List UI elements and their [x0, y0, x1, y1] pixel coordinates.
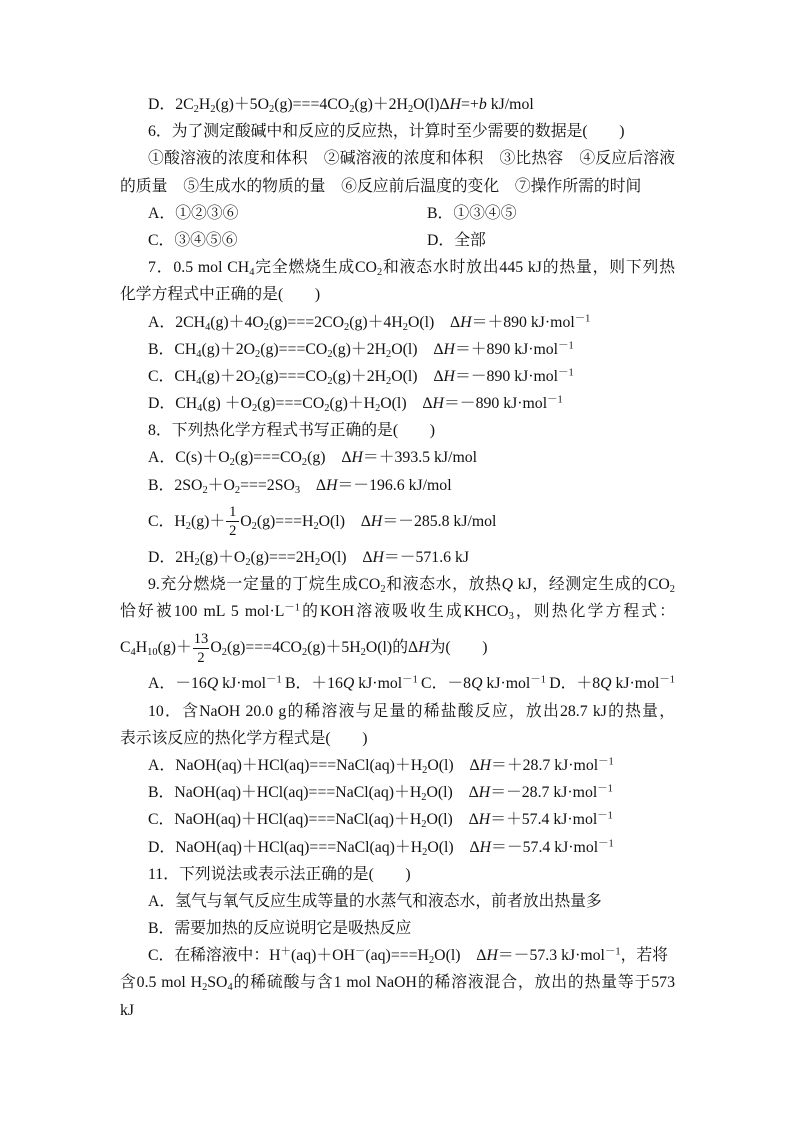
- italic-variable: H: [443, 340, 455, 358]
- subscript: 2: [375, 403, 381, 415]
- italic-variable: H: [443, 367, 455, 385]
- subscript: 4: [227, 982, 233, 994]
- q11-option-c-line-1: C．在稀溶液中：$H^+(aq)+OH^-(aq)===H_2O(l)$ ΔH＝－57.3 kJ·mol$^{-1}$，若将: [148, 946, 668, 967]
- superscript: －1: [597, 810, 613, 822]
- italic-variable: H: [418, 639, 430, 657]
- subscript: 2: [193, 104, 199, 116]
- q10-option-b: B．$NaOH(aq)+HCl(aq)===NaCl(aq)+H_2O(l)$ ΔH＝－28.7 kJ·mol$^{-1}$: [148, 783, 613, 804]
- exam-page: [120, 91, 675, 1024]
- q10-option-d: D．$NaOH(aq)+HCl(aq)===NaCl(aq)+H_2O(l)$ ΔH＝－57.4 kJ·mol$^{-1}$: [148, 837, 614, 858]
- superscript: －1: [266, 674, 282, 686]
- subscript: 2: [263, 321, 269, 333]
- subscript: 2: [407, 104, 414, 116]
- subscript: 2: [210, 104, 216, 116]
- subscript: 2: [428, 955, 435, 967]
- italic-variable: H: [486, 947, 498, 965]
- question-8: [120, 417, 675, 571]
- q9-stem-line-1: 9.充分燃烧一定量的丁烷生成$CO_2$和液态水，放热Q kJ，经测定生成的$CO_2$: [148, 576, 675, 596]
- superscript: ＋: [280, 946, 291, 958]
- subscript: 2: [402, 321, 408, 333]
- q9-option-a: A．－16Q kJ·mol$^{-1}$: [148, 674, 282, 693]
- superscript: －1: [284, 602, 300, 614]
- q9-option-b: B．＋16Q kJ·mol$^{-1}$: [284, 674, 418, 693]
- q6-option-d: D．全部: [427, 231, 486, 249]
- italic-variable: H: [478, 811, 491, 829]
- question-7: [120, 254, 675, 417]
- subscript: 2: [251, 520, 257, 532]
- q7-option-b: B．$CH_4(g)+2O_2(g)===CO_2(g)+2H_2O(l)$ ΔH＝＋890 kJ·mol$^{-1}$: [148, 339, 574, 360]
- superscript: －: [354, 946, 366, 958]
- subscript: 3: [294, 484, 301, 496]
- subscript: 2: [421, 819, 427, 831]
- superscript: －1: [659, 674, 675, 686]
- q6-data-line-2: 的质量 ⑤生成水的物质的量 ⑥反应前后温度的变化 ⑦操作所需的时间: [120, 177, 642, 195]
- q5-option-d: D．$2C_2H_2(g)+5O_2(g)===4CO_2(g)+2H_2O(l)\Delta H=+b$ kJ/mol: [148, 96, 534, 116]
- question-5-tail: [120, 91, 675, 118]
- q6-stem: 6．为了测定酸碱中和反应的反应热，计算时至少需要的数据是( ): [148, 123, 625, 141]
- italic-variable: H: [370, 512, 383, 530]
- subscript: 4: [196, 348, 202, 360]
- italic-variable: Q: [501, 576, 514, 593]
- q7-stem-line-1: 7．0.5 mol $CH_4$完全燃烧生成$CO_2$和液态水时放出445 kJ的热量，则下列热: [148, 259, 675, 279]
- q7-option-a: A．$2CH_4(g)+4O_2(g)===2CO_2(g)+4H_2O(l)$ ΔH＝＋890 kJ·mol$^{-1}$: [148, 312, 591, 333]
- subscript: 2: [229, 457, 235, 469]
- italic-variable: Q: [206, 675, 219, 693]
- subscript: 2: [344, 321, 350, 333]
- q9-stem-line-2: 恰好被100 mL 5 $mol\cdot L^{-1}$的KOH溶液吸收生成$KHCO_3$，则热化学方程式：: [120, 602, 675, 623]
- subscript: 2: [301, 457, 308, 469]
- subscript: 2: [313, 520, 319, 532]
- superscript: －1: [558, 367, 574, 379]
- q11-option-a: A．氢气与氧气反应生成等量的水蒸气和液态水，前者放出热量多: [148, 892, 602, 910]
- fraction-numerator: 1: [226, 505, 239, 522]
- subscript: 2: [324, 403, 330, 415]
- subscript: 10: [147, 647, 158, 659]
- subscript: 2: [185, 520, 191, 532]
- subscript: 2: [251, 403, 258, 415]
- italic-variable: Q: [600, 675, 612, 693]
- italic-variable: H: [351, 449, 363, 467]
- q8-option-b: B．$2SO_2+O_2===2SO_3$ ΔH＝－196.6 kJ/mol: [148, 476, 452, 496]
- q8-option-c: C．$H_2(g)+$ $\frac{1}{2}$ $O_2(g)===H_2O(l)$ ΔH＝－285.8 kJ/mol: [148, 503, 497, 540]
- superscript: －1: [598, 837, 614, 849]
- q10-option-c: C．$NaOH(aq)+HCl(aq)===NaCl(aq)+H_2O(l)$ ΔH＝＋57.4 kJ·mol$^{-1}$: [148, 810, 613, 831]
- subscript: 4: [205, 321, 211, 333]
- fraction: [226, 505, 239, 540]
- question-10: [120, 698, 675, 861]
- question-6: [120, 118, 675, 254]
- q6-option-b: B．①③④⑤: [427, 204, 517, 222]
- subscript: 2: [269, 104, 275, 116]
- subscript: 2: [669, 584, 675, 596]
- subscript: 2: [315, 556, 321, 568]
- fraction-denominator: 2: [229, 523, 237, 540]
- q10-option-a: A．$NaOH(aq)+HCl(aq)===NaCl(aq)+H_2O(l)$ ΔH＝＋28.7 kJ·mol$^{-1}$: [148, 756, 614, 777]
- subscript: 2: [245, 556, 251, 568]
- subscript: 2: [255, 376, 261, 387]
- q6-option-a: A．①②③⑥: [148, 204, 239, 222]
- italic-variable: H: [449, 96, 462, 113]
- subscript: 3: [508, 611, 514, 623]
- fraction: [193, 632, 210, 667]
- subscript: 4: [130, 647, 136, 659]
- q7-option-d: D．$CH_4(g) +O_2(g)===CO_2(g)+H_2O(l)$ ΔH＝－890 kJ·mol$^{-1}$: [148, 394, 563, 415]
- subscript: 2: [327, 376, 333, 387]
- q7-stem-line-2: 化学方程式中正确的是( ): [120, 286, 321, 304]
- q7-option-c: C．$CH_4(g)+2O_2(g)===CO_2(g)+2H_2O(l)$ ΔH＝－890 kJ·mol$^{-1}$: [148, 367, 574, 387]
- q10-stem-line-1: 10．含NaOH 20.0 g的稀溶液与足量的稀盐酸反应，放出28.7 kJ的热量，: [148, 702, 675, 720]
- q8-stem: 8．下列热化学方程式书写正确的是( ): [148, 422, 435, 440]
- q11-option-c-line-2: 含0.5 mol $H_2SO_4$的稀硫酸与含1 mol NaOH的稀溶液混合，放出的热量等于573: [120, 974, 675, 994]
- q11-option-c-line-3: kJ: [120, 1001, 135, 1019]
- italic-variable: H: [479, 838, 492, 856]
- q9-options-row: [120, 670, 675, 697]
- subscript: 2: [202, 982, 208, 994]
- italic-variable: Q: [471, 675, 483, 693]
- q6-data-line-1: ①酸溶液的浓度和体积 ②碱溶液的浓度和体积 ③比热容 ④反应后溶液: [148, 150, 675, 168]
- question-9: [120, 571, 675, 698]
- q11-stem: 11．下列说法或表示法正确的是( ): [148, 865, 411, 883]
- superscript: －1: [597, 783, 613, 795]
- subscript: 2: [422, 846, 428, 858]
- q8-option-a: A．$C(s)+O_2(g)===CO_2(g)$ ΔH＝＋393.5 kJ/mol: [148, 449, 478, 469]
- subscript: 2: [360, 647, 366, 659]
- italic-variable: Q: [342, 675, 355, 693]
- subscript: 2: [386, 376, 392, 387]
- subscript: 2: [202, 484, 208, 496]
- superscript: －1: [402, 674, 418, 686]
- italic-variable: H: [372, 548, 384, 566]
- italic-variable: H: [326, 476, 338, 494]
- q9-stem-line-3: $C_4H_{10}(g)+$ $\frac{13}{2}$ $O_2(g)===4CO_2(g)+5H_2O(l)$的ΔH为( ): [120, 630, 488, 666]
- italic-variable: H: [478, 784, 491, 802]
- subscript: 2: [422, 765, 428, 777]
- superscript: －1: [574, 312, 591, 324]
- subscript: 2: [194, 556, 200, 568]
- subscript: 2: [301, 647, 308, 659]
- subscript: 4: [249, 267, 255, 279]
- question-11: [120, 861, 675, 1024]
- superscript: －1: [547, 394, 563, 406]
- italic-variable: H: [460, 313, 472, 331]
- subscript: 2: [386, 348, 392, 360]
- italic-variable: b: [478, 96, 487, 113]
- superscript: －1: [558, 339, 574, 351]
- subscript: 2: [327, 348, 333, 360]
- fraction-denominator: 2: [197, 649, 205, 666]
- subscript: 4: [196, 376, 202, 387]
- subscript: 2: [234, 484, 241, 496]
- q9-option-c: C．－8Q kJ·mol$^{-1}$: [421, 674, 546, 693]
- subscript: 2: [221, 647, 227, 659]
- q11-option-b: B．需要加热的反应说明它是吸热反应: [148, 920, 412, 938]
- q6-options-row-1: [120, 200, 675, 227]
- subscript: 2: [380, 584, 386, 596]
- subscript: 2: [349, 104, 355, 116]
- q6-option-c: C．③④⑤⑥: [148, 231, 238, 249]
- subscript: 4: [197, 403, 203, 415]
- fraction-numerator: 13: [193, 632, 210, 649]
- q10-stem-line-2: 表示该反应的热化学方程式是( ): [120, 729, 368, 747]
- q9-option-d: D．＋8Q kJ·mol$^{-1}$: [549, 674, 675, 693]
- subscript: 2: [376, 267, 383, 279]
- q8-option-d: D．$2H_2(g)+O_2(g)===2H_2O(l)$ ΔH＝－571.6 kJ: [148, 548, 470, 568]
- q6-options-row-2: [120, 227, 675, 254]
- subscript: 2: [255, 348, 261, 360]
- italic-variable: H: [432, 395, 444, 413]
- superscript: －1: [530, 674, 546, 686]
- superscript: －1: [598, 756, 614, 768]
- superscript: －1: [604, 946, 621, 958]
- italic-variable: H: [479, 756, 492, 774]
- subscript: 2: [421, 792, 427, 804]
